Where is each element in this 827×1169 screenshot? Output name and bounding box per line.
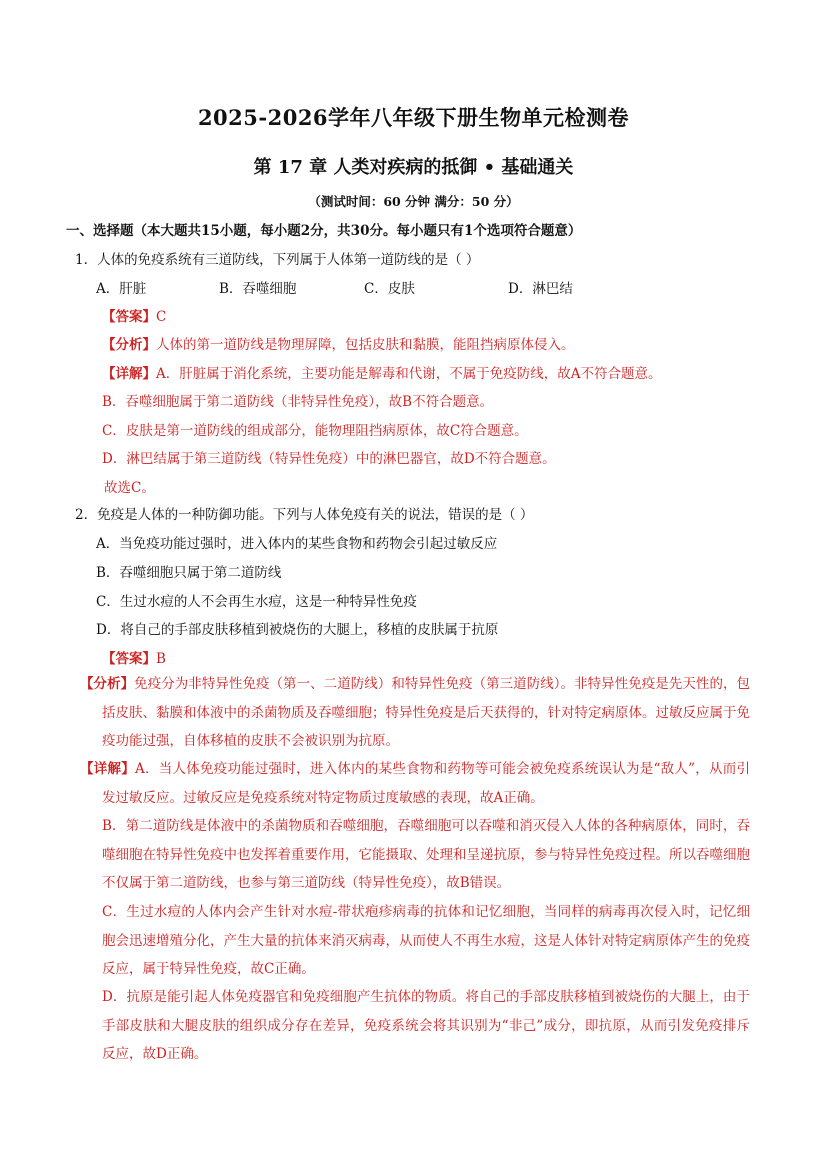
analysis-text: 人体的第一道防线是物理屏障，包括皮肤和黏膜，能阻挡病原体侵入。 <box>156 337 575 353</box>
exam-meta: （测试时间：60 分钟 满分：50 分） <box>308 194 519 209</box>
q1-option-a: A．肝脏 <box>96 281 147 297</box>
q1-option-d: D．淋巴结 <box>508 281 573 297</box>
q2-option-a: A．当免疫功能过强时，进入体内的某些食物和药物会引起过敏反应 <box>96 536 498 552</box>
analysis-label: 【分析】 <box>102 337 156 353</box>
detail-label: 【详解】 <box>102 366 156 382</box>
q1-analysis <box>102 333 575 353</box>
q1-detail-d: D．淋巴结属于第三道防线（特异性免疫）中的淋巴器官，故D不符合题意。 <box>102 451 556 467</box>
q1-detail-c: C．皮肤是第一道防线的组成部分，能物理阻挡病原体，故C符合题意。 <box>102 423 528 439</box>
answer-label: 【答案】 <box>102 651 156 667</box>
q1-detail-a <box>102 362 662 382</box>
q1-detail-b: B．吞噬细胞属于第二道防线（非特异性免疫），故B不符合题意。 <box>102 394 494 410</box>
q1-answer <box>102 305 166 325</box>
q1-conclusion: 故选C。 <box>104 480 155 496</box>
analysis-text: 免疫分为非特异性免疫（第一、二道防线）和特异性免疫（第三道防线）。非特异性免疫是先天性的，包括皮肤、黏膜和体液中的杀菌物质及吞噬细胞；特异性免疫是后天获得的，针对特定病原体。过敏反应属于免疫功能过强，自体移植的皮肤不会被识别为抗原。 <box>102 676 751 749</box>
page-title: 2025-2026学年八年级下册生物单元检测卷 <box>197 105 630 130</box>
q2-detail-d: D．抗原是能引起人体免疫器官和免疫细胞产生抗体的物质。将自己的手部皮肤移植到被烧伤的大腿上，由于手部皮肤和大腿皮肤的组织成分存在差异，免疫系统会将其识别为“非己”成分，即抗原，从而引发免疫排斥反应，故D正确。 <box>102 989 750 1062</box>
q1-option-c: C．皮肤 <box>364 281 415 297</box>
answer-value: B <box>156 651 166 667</box>
q2-detail-a <box>80 755 750 812</box>
detail-label: 【详解】 <box>80 761 135 777</box>
q2-option-b: B．吞噬细胞只属于第二道防线 <box>96 565 282 581</box>
q2-analysis <box>80 670 751 756</box>
answer-label: 【答案】 <box>102 309 156 325</box>
q2-detail-b: B．第二道防线是体液中的杀菌物质和吞噬细胞，吞噬细胞可以吞噬和消灭侵入人体的各种病原体，同时，吞噬细胞在特异性免疫中也发挥着重要作用，它能摄取、处理和呈递抗原，参与特异性免疫过程。所以吞噬细胞不仅属于第二道防线，也参与第三道防线（特异性免疫），故B错误。 <box>102 818 750 891</box>
analysis-label: 【分析】 <box>80 676 135 692</box>
answer-value: C <box>156 309 167 325</box>
question-2-stem: 2．免疫是人体的一种防御功能。下列与人体免疫有关的说法，错误的是（ ） <box>75 507 534 523</box>
section-heading: 一、选择题（本大题共15小题，每小题2分，共30分。每小题只有1个选项符合题意） <box>66 223 582 239</box>
q2-option-d: D．将自己的手部皮肤移植到被烧伤的大腿上，移植的皮肤属于抗原 <box>96 622 499 638</box>
q2-answer <box>102 647 166 667</box>
chapter-subtitle: 第 17 章 人类对疾病的抵御 • 基础通关 <box>253 157 574 178</box>
question-1-stem: 1．人体的免疫系统有三道防线，下列属于人体第一道防线的是（ ） <box>75 252 480 268</box>
q2-detail-c: C．生过水痘的人体内会产生针对水痘-带状疱疹病毒的抗体和记忆细胞，当同样的病毒再次侵入时，记忆细胞会迅速增殖分化，产生大量的抗体来消灭病毒，从而使人不再生水痘，这是人体针对特定病原体产生的免疫反应，属于特异性免疫，故C正确。 <box>102 904 750 977</box>
detail-a-text: A．当人体免疫功能过强时，进入体内的某些食物和药物等可能会被免疫系统误认为是“敌人”，从而引发过敏反应。过敏反应是免疫系统对特定物质过度敏感的表现，故A正确。 <box>102 761 750 806</box>
q1-option-b: B．吞噬细胞 <box>219 281 297 297</box>
detail-a-text: A．肝脏属于消化系统，主要功能是解毒和代谢，不属于免疫防线，故A不符合题意。 <box>156 366 662 382</box>
q2-option-c: C．生过水痘的人不会再生水痘，这是一种特异性免疫 <box>96 594 417 610</box>
